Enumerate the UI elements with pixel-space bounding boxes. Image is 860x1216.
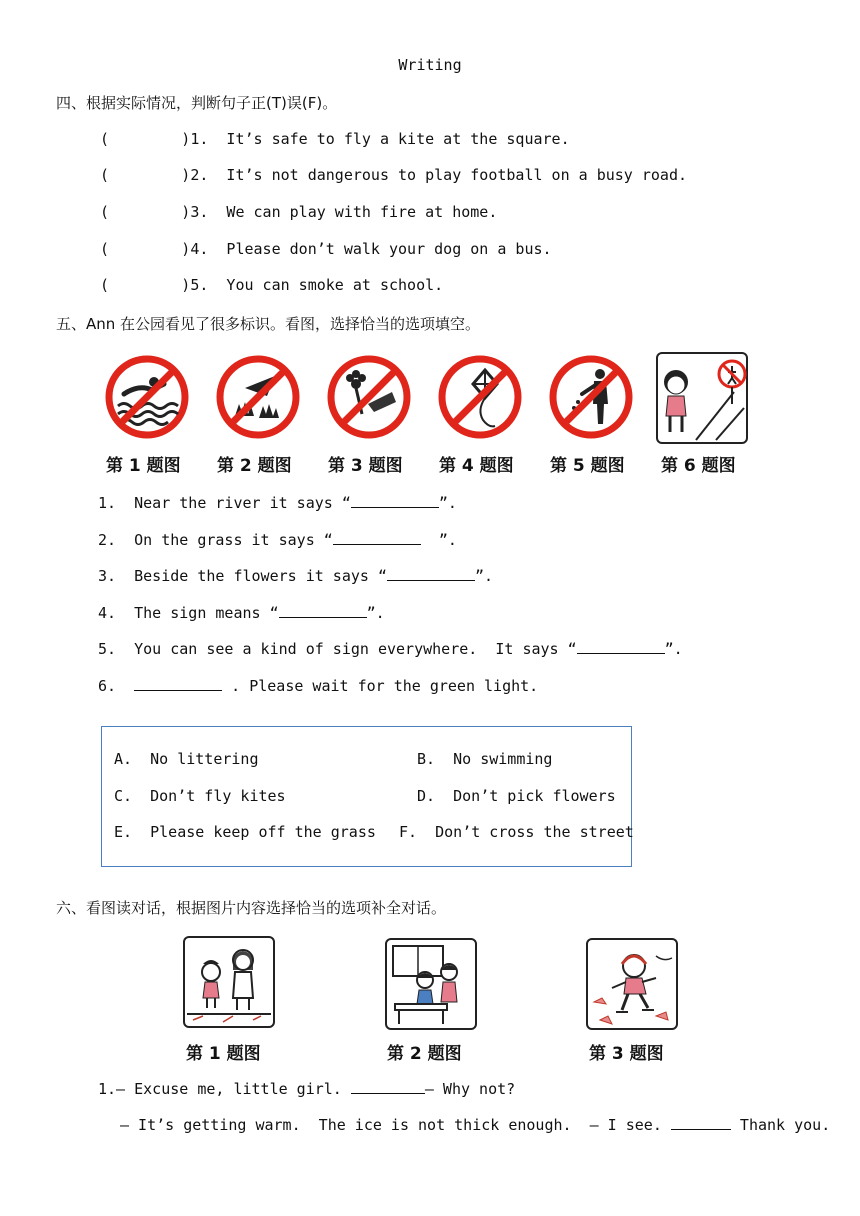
list-item: ( )3. We can play with fire at home.: [100, 203, 498, 221]
question-4: 4. The sign means “ ”.: [98, 604, 385, 622]
no-littering-sign-icon: [548, 354, 634, 440]
answer-blank[interactable]: [333, 532, 421, 545]
list-item: ( )4. Please don’t walk your dog on a bus.: [100, 240, 552, 258]
answer-blank[interactable]: [351, 1081, 425, 1094]
answer-paren[interactable]: ( ): [100, 240, 191, 258]
answer-blank[interactable]: [279, 605, 367, 618]
page-title: Writing: [398, 56, 462, 74]
list-item: ( )2. It’s not dangerous to play football on a busy road.: [100, 166, 688, 184]
list-item: ( )1. It’s safe to fly a kite at the square.: [100, 130, 570, 148]
question-3: 3. Beside the flowers it says “ ”.: [98, 567, 494, 585]
no-kites-sign-icon: [437, 354, 523, 440]
figure-caption: 第 3 题图: [589, 1044, 664, 1064]
no-picking-flowers-sign-icon: [326, 354, 412, 440]
option-e: E. Please keep off the grass: [114, 823, 376, 841]
keep-off-grass-sign-icon: [215, 354, 301, 440]
section6-heading: 六、看图读对话，根据图片内容选择恰当的选项补全对话。: [56, 899, 447, 917]
figure-caption: 第 2 题图: [217, 456, 292, 476]
skating-picture: [586, 938, 678, 1030]
option-b: B. No swimming: [417, 750, 553, 768]
answer-blank[interactable]: [134, 678, 222, 691]
question-6: 6. . Please wait for the green light.: [98, 677, 539, 695]
figure-caption: 第 6 题图: [661, 456, 736, 476]
list-item: ( )5. You can smoke at school.: [100, 276, 444, 294]
section5-heading: 五、Ann 在公园看见了很多标识。看图，选择恰当的选项填空。: [56, 315, 481, 333]
classroom-picture: [385, 938, 477, 1030]
option-f: F. Don’t cross the street: [399, 823, 634, 841]
girl-at-crossing-picture: [656, 352, 748, 444]
figure-caption: 第 1 题图: [186, 1044, 261, 1064]
no-swimming-sign-icon: [104, 354, 190, 440]
answer-paren[interactable]: ( ): [100, 203, 191, 221]
section4-heading: 四、根据实际情况，判断句子正(T)误(F)。: [56, 94, 338, 112]
answer-blank[interactable]: [577, 641, 665, 654]
dialog-line-1: 1.— Excuse me, little girl. — Why not?: [98, 1080, 516, 1098]
question-2: 2. On the grass it says “ ”.: [98, 531, 457, 549]
answer-blank[interactable]: [671, 1117, 731, 1130]
question-5: 5. You can see a kind of sign everywhere. It says “ ”.: [98, 640, 683, 658]
option-c: C. Don’t fly kites: [114, 787, 286, 805]
figure-caption: 第 4 题图: [439, 456, 514, 476]
question-1: 1. Near the river it says “ ”.: [98, 494, 457, 512]
option-d: D. Don’t pick flowers: [417, 787, 616, 805]
figure-caption: 第 2 题图: [387, 1044, 462, 1064]
figure-caption: 第 5 题图: [550, 456, 625, 476]
figure-caption: 第 3 题图: [328, 456, 403, 476]
girls-on-ice-picture: [183, 936, 275, 1028]
answer-blank[interactable]: [351, 495, 439, 508]
figure-caption: 第 1 题图: [106, 456, 181, 476]
answer-paren[interactable]: ( ): [100, 130, 191, 148]
dialog-line-2: — It’s getting warm. The ice is not thick enough. — I see. Thank you.: [120, 1116, 831, 1134]
option-a: A. No littering: [114, 750, 259, 768]
answer-paren[interactable]: ( ): [100, 166, 191, 184]
answer-blank[interactable]: [387, 568, 475, 581]
answer-paren[interactable]: ( ): [100, 276, 191, 294]
